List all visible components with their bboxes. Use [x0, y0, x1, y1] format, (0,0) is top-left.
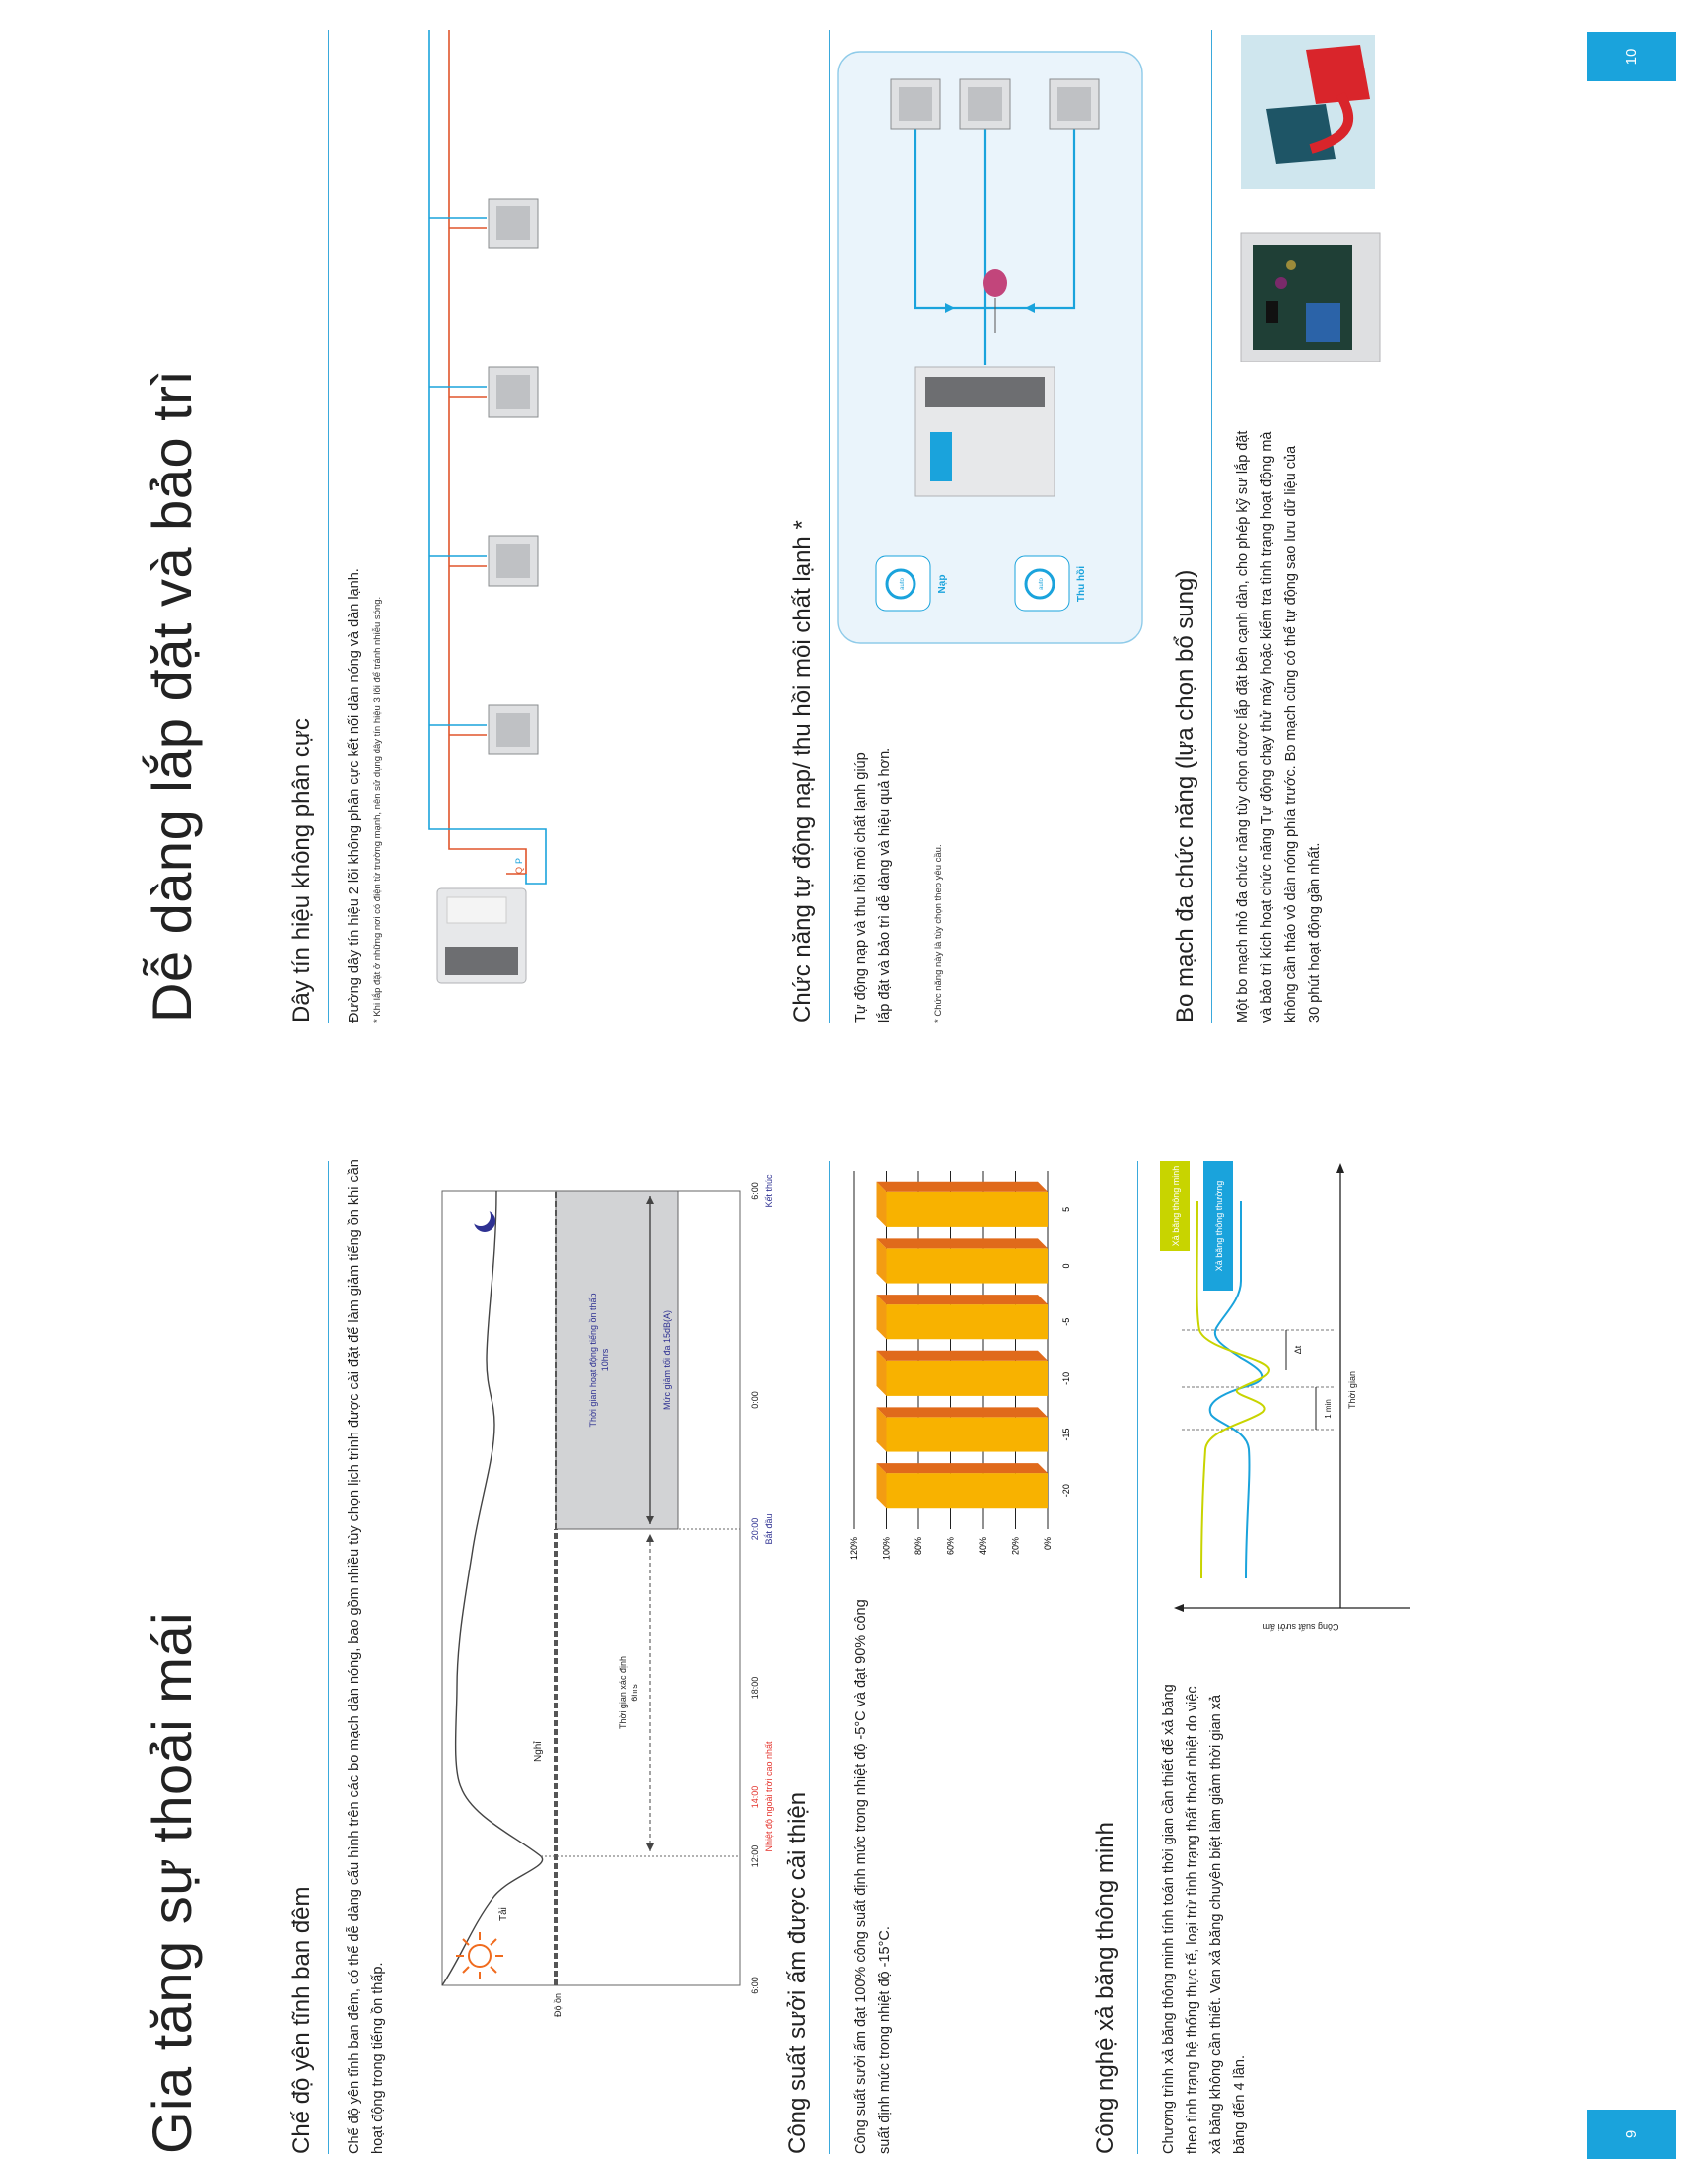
x-tick-label: -20: [1061, 1484, 1071, 1498]
wire-q-label: Q: [514, 866, 524, 874]
recover-label: Thu hồi: [1076, 565, 1087, 603]
time-tick: 14:00: [750, 1785, 760, 1809]
defrost-axis-y: Công suất sưởi ấm: [1262, 1622, 1339, 1632]
cassette-icon: [891, 79, 940, 129]
legend-smart: Xả băng thông minh: [1171, 1165, 1181, 1247]
bar: [877, 1182, 1049, 1227]
y-tick-label: 100%: [881, 1537, 892, 1561]
quiet-time-label: Thời gian hoạt động tiếng ồn thấp: [588, 1293, 598, 1428]
bar: [877, 1238, 1049, 1283]
board-images: [1231, 25, 1400, 362]
x-tick-label: 5: [1061, 1206, 1071, 1212]
y-tick-label: 40%: [978, 1537, 988, 1556]
y-tick-label: 120%: [849, 1537, 859, 1561]
time-tick: 20:00: [750, 1517, 760, 1541]
page-number-right: 10: [1587, 32, 1676, 81]
bar: [877, 1463, 1049, 1508]
y-tick-label: 0%: [1043, 1537, 1053, 1551]
x-tick-label: -5: [1061, 1317, 1071, 1326]
recover-auto: auto: [1039, 578, 1045, 590]
charge-auto: auto: [900, 578, 906, 590]
cassette-icon: [429, 705, 538, 754]
panel-cover-image: [1241, 35, 1375, 189]
rest-label: Nghỉ: [533, 1741, 544, 1762]
quiet-hrs-label: 10hrs: [600, 1348, 610, 1372]
section-rule: [829, 1161, 830, 2154]
x-tick-label: 0: [1061, 1263, 1071, 1269]
defrost-axis-x: Thời gian: [1347, 1371, 1357, 1409]
recovery-note: * Chức năng này là tùy chọn theo yêu cầu.: [933, 844, 944, 1023]
defrost-heading: Công nghệ xả băng thông minh: [1092, 1822, 1119, 2154]
bar: [877, 1351, 1049, 1396]
defrost-text: Chương trình xả băng thông minh tính toán thời gian cần thiết để xả băng theo tình trạng hệ thống thực tế, loại trừ tình trạng thất thoát nhiệt do việc xả băng không cần thiết. Van xả băng chuyên biệt làm giảm thời gian xả băng đến 4 lần.: [1161, 1684, 1248, 2154]
cassette-icon: [429, 199, 538, 248]
night-mode-heading: Chế độ yên tĩnh ban đêm: [288, 1886, 315, 2154]
y-tick-label: 20%: [1010, 1537, 1021, 1556]
noise-label: Độ ồn: [553, 1993, 563, 2018]
recovery-text: Tự động nạp và thu hồi môi chất lạnh giúp lắp đặt và bảo trì dễ dàng và hiệu quả hơn.: [853, 747, 893, 1023]
signal-heading: Dây tín hiệu không phân cực: [288, 718, 315, 1023]
wire-p-label: P: [514, 857, 524, 864]
fixed-time-label: Thời gian xác định: [618, 1656, 628, 1729]
reduce-label: Mức giảm tối đa 15dB(A): [662, 1309, 672, 1411]
section-rule: [328, 1161, 329, 2154]
heating-text: Công suất sưởi ấm đạt 100% công suất định mức trong nhiệt độ -5°C và đạt 90% công suất định mức trong nhiệt độ -15°C.: [853, 1599, 893, 2154]
indoor-units: [397, 30, 596, 1023]
section-rule: [829, 30, 830, 1023]
page-title-left: Gia tăng sự thoải mái: [140, 1611, 203, 2154]
board-heading: Bo mạch đa chức năng (lựa chọn bổ sung): [1172, 569, 1198, 1023]
end-label: Kết thúc: [764, 1174, 774, 1208]
signal-text: Đường dây tín hiệu 2 lõi không phân cực kết nối dàn nóng và dàn lạnh.: [347, 568, 362, 1023]
time-tick: 6:00: [750, 1977, 760, 1994]
board-text: Một bo mạch nhỏ đa chức năng tùy chọn được lắp đặt bên cạnh dàn, cho phép kỹ sư lắp đặt và bảo trì kích hoạt chức năng Tự động chạy thử máy hoặc kiểm tra tình trạng hoạt động mà không cần tháo vỏ dàn nóng phía trước. Bo mạch cũng có thể tự động sao lưu dữ liệu của 30 phút hoạt động gần nhất.: [1235, 430, 1323, 1023]
x-tick-label: -15: [1061, 1428, 1071, 1441]
start-label: Bắt đầu: [764, 1513, 774, 1545]
recovery-diagram: [836, 50, 1144, 645]
charge-label: Nạp: [937, 574, 948, 594]
cassette-icon: [429, 536, 538, 586]
time-tick: 6:00: [750, 1182, 760, 1200]
time-tick: 18:00: [750, 1676, 760, 1700]
page-title-right: Dễ dàng lắp đặt và bảo trì: [140, 369, 203, 1023]
y-tick-label: 60%: [945, 1537, 956, 1556]
page-number-left: 9: [1587, 2110, 1676, 2159]
heating-heading: Công suất sưởi ấm được cải thiện: [784, 1791, 811, 2154]
heating-capacity-chart: [834, 1152, 1082, 1588]
night-mode-chart: [417, 1161, 804, 2154]
legend-normal: Xả băng thông thường: [1214, 1180, 1224, 1272]
time-tick: 0:00: [750, 1391, 760, 1409]
fixed-hrs-label: 6hrs: [630, 1684, 639, 1702]
bar: [877, 1407, 1049, 1451]
signal-note: * Khi lắp đặt ở những nơi có điện từ trường mạnh, nên sử dụng dây tín hiệu 3 lõi để tránh nhiễu sóng.: [372, 596, 383, 1023]
x-tick-label: -10: [1061, 1371, 1071, 1385]
load-label: Tải: [498, 1907, 509, 1921]
cassette-icon: [960, 79, 1010, 129]
y-tick-label: 80%: [914, 1537, 923, 1556]
outdoor-unit-icon: [915, 367, 1055, 496]
circuit-board-image: [1241, 233, 1380, 362]
section-rule: [1137, 1161, 1138, 2154]
bar: [877, 1295, 1049, 1339]
time-tick: 12:00: [750, 1844, 760, 1868]
section-rule: [1211, 30, 1212, 1023]
cassette-icon: [1050, 79, 1099, 129]
one-min-label: 1 min: [1324, 1399, 1333, 1419]
night-mode-text: Chế độ yên tĩnh ban đêm, có thể dễ dàng cấu hình trên các bo mạch dàn nóng, bao gồm nhiều tùy chọn lịch trình được cài đặt để làm giảm tiếng ồn khi cần hoạt động trong tiếng ồn thấp.: [347, 1160, 386, 2154]
cassette-icon: [429, 367, 538, 417]
recovery-heading: Chức năng tự động nạp/ thu hồi môi chất lạnh *: [789, 520, 816, 1023]
section-rule: [328, 30, 329, 1023]
delta-label: Δt: [1293, 1345, 1303, 1355]
defrost-chart: [1142, 1152, 1430, 1638]
highest-temp-label: Nhiệt độ ngoài trời cao nhất: [764, 1741, 774, 1852]
